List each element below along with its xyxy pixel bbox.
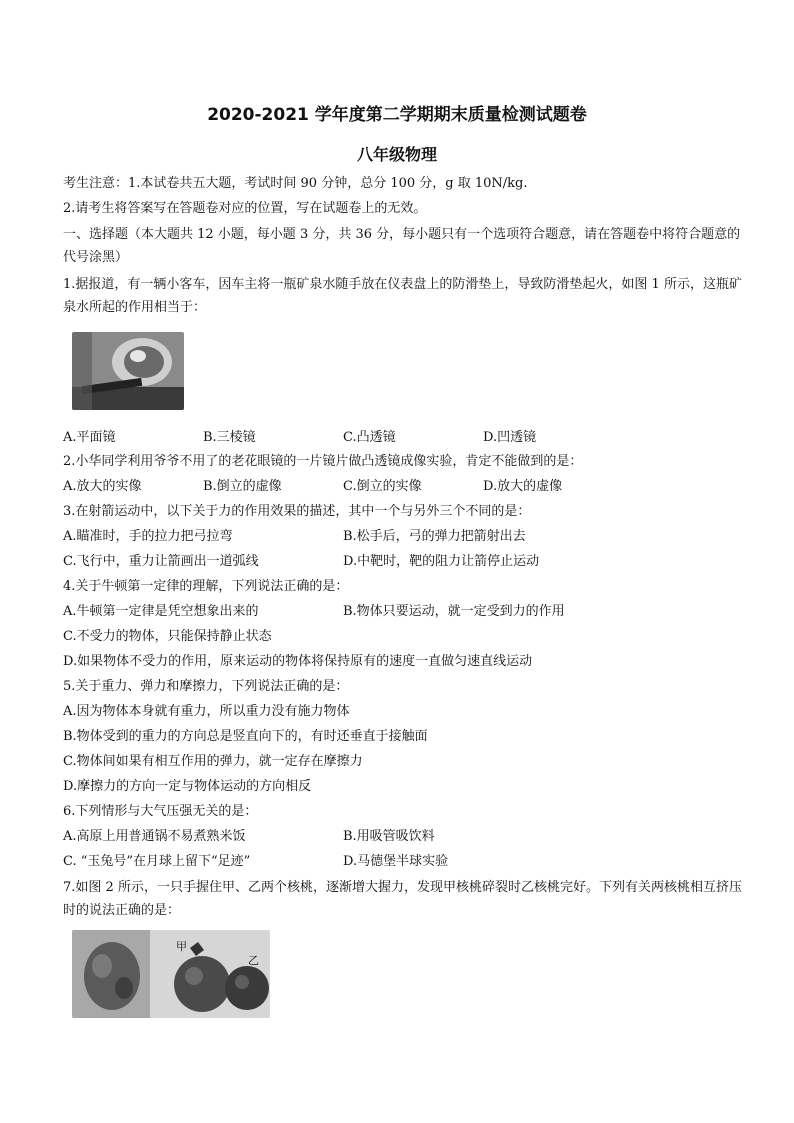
q6-option-c: C. “玉兔号”在月球上留下“足迹” <box>63 854 251 869</box>
q3-option-a: A.瞄准时，手的拉力把弓拉弯 <box>63 529 233 544</box>
figure-2-photo <box>72 930 270 1018</box>
exam-title: 2020-2021 学年度第二学期期末质量检测试题卷 <box>207 105 587 125</box>
q1-option-b: B.三棱镜 <box>203 430 256 445</box>
q2-option-a: A.放大的实像 <box>63 479 142 494</box>
q5-option-a: A.因为物体本身就有重力，所以重力没有施力物体 <box>63 704 350 719</box>
figure-1-photo <box>72 332 184 410</box>
question-6-stem: 6.下列情形与大气压强无关的是： <box>63 804 258 819</box>
figure-2-label-yi: 乙 <box>248 954 259 967</box>
note-1: 考生注意：1.本试卷共五大题，考试时间 90 分钟，总分 100 分，g 取 10N/kg. <box>63 176 528 191</box>
section-1-heading: 一、选择题（本大题共 12 小题，每小题 3 分，共 36 分，每小题只有一个选项符合题意，请在答题卷中将符合题意的代号涂黑） <box>63 227 741 265</box>
figure-2-label-jia: 甲 <box>176 940 187 953</box>
q3-option-c: C.飞行中，重力让箭画出一道弧线 <box>63 554 259 569</box>
q1-option-d: D.凹透镜 <box>483 430 537 445</box>
q5-option-b: B.物体受到的重力的方向总是竖直向下的，有时还垂直于接触面 <box>63 729 428 744</box>
q4-option-b: B.物体只要运动，就一定受到力的作用 <box>343 604 565 619</box>
q4-option-c: C.不受力的物体，只能保持静止状态 <box>63 629 272 644</box>
q6-option-a: A.高原上用普通锅不易煮熟米饭 <box>63 829 246 844</box>
q4-option-a: A.牛顿第一定律是凭空想象出来的 <box>63 604 259 619</box>
question-4-stem: 4.关于牛顿第一定律的理解，下列说法正确的是： <box>63 579 349 594</box>
question-2-stem: 2.小华同学利用爷爷不用了的老花眼镜的一片镜片做凸透镜成像实验，肯定不能做到的是： <box>63 454 583 469</box>
question-3-stem: 3.在射箭运动中，以下关于力的作用效果的描述，其中一个与另外三个不同的是： <box>63 504 531 519</box>
q2-option-c: C.倒立的实像 <box>343 479 422 494</box>
q3-option-d: D.中靶时，靶的阻力让箭停止运动 <box>343 554 540 569</box>
exam-subtitle: 八年级物理 <box>356 145 437 164</box>
q2-option-d: D.放大的虚像 <box>483 479 563 494</box>
note-2: 2.请考生将答案写在答题卷对应的位置，写在试题卷上的无效。 <box>63 201 427 216</box>
q4-option-d: D.如果物体不受力的作用，原来运动的物体将保持原有的速度一直做匀速直线运动 <box>63 654 533 669</box>
q1-option-a: A.平面镜 <box>63 430 116 445</box>
q6-option-d: D.马德堡半球实验 <box>343 854 449 869</box>
q5-option-c: C.物体间如果有相互作用的弹力，就一定存在摩擦力 <box>63 754 363 769</box>
q5-option-d: D.摩擦力的方向一定与物体运动的方向相反 <box>63 779 312 794</box>
q6-option-b: B.用吸管吸饮料 <box>343 829 435 844</box>
q3-option-b: B.松手后，弓的弹力把箭射出去 <box>343 529 526 544</box>
q2-option-b: B.倒立的虚像 <box>203 479 282 494</box>
q1-option-c: C.凸透镜 <box>343 430 396 445</box>
question-1-stem: 1.据报道，有一辆小客车，因车主将一瓶矿泉水随手放在仪表盘上的防滑垫上，导致防滑垫起火，如图 1 所示，这瓶矿泉水所起的作用相当于： <box>63 277 742 315</box>
question-5-stem: 5.关于重力、弹力和摩擦力，下列说法正确的是： <box>63 679 349 694</box>
question-7-stem: 7.如图 2 所示，一只手握住甲、乙两个核桃，逐渐增大握力，发现甲核桃碎裂时乙核桃完好。下列有关两核桃相互挤压时的说法正确的是： <box>63 880 742 918</box>
